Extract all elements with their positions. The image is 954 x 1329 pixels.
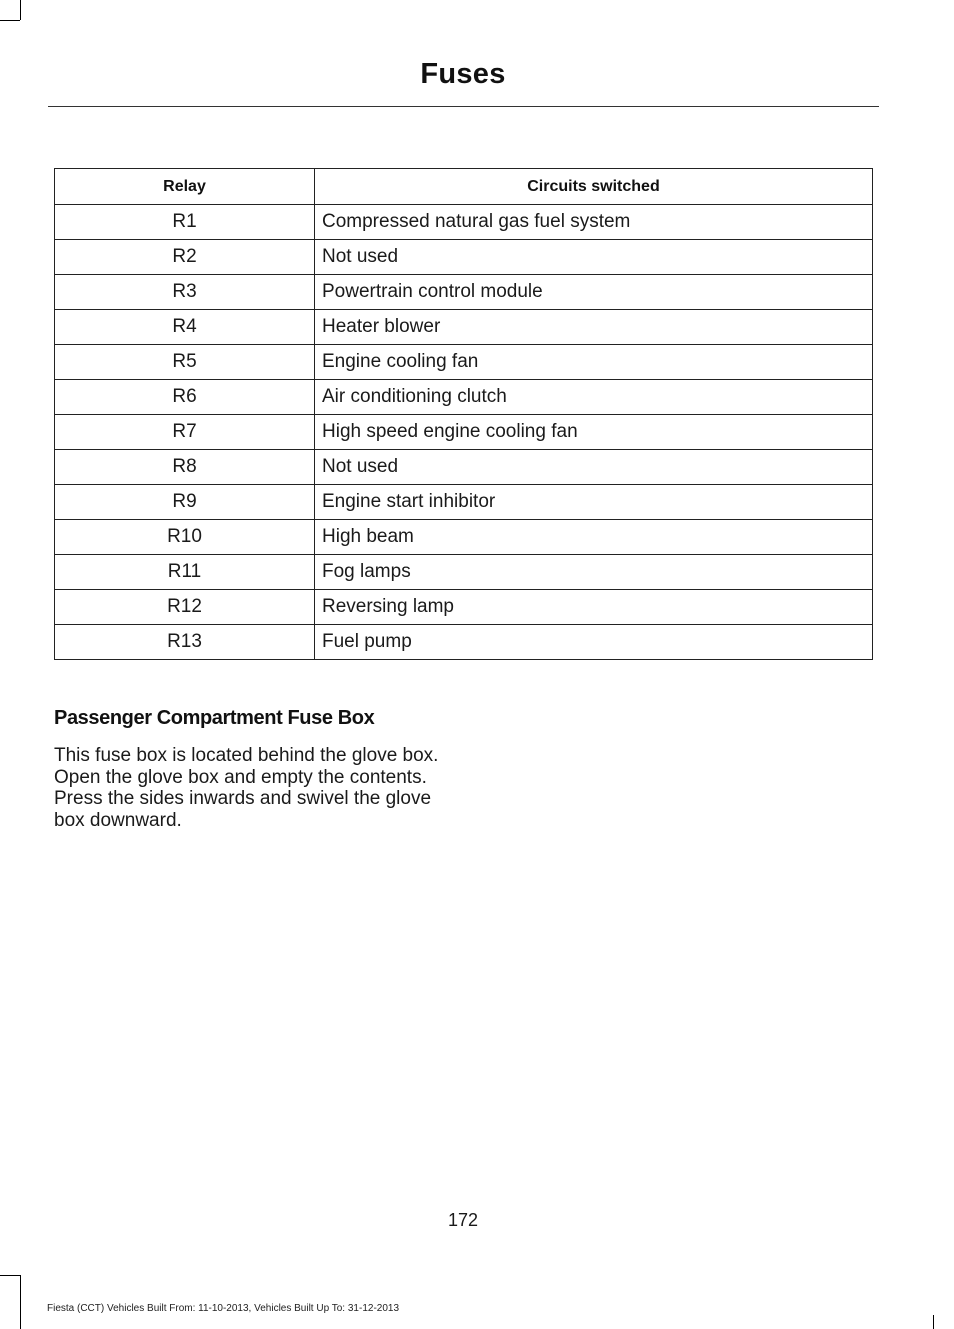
- table-row: [55, 205, 873, 240]
- table-row: [55, 415, 873, 450]
- circuit-cell: Air conditioning clutch: [315, 380, 873, 415]
- relay-cell: R4: [55, 310, 315, 345]
- crop-mark-bottom-left-vertical: [20, 1275, 21, 1329]
- relay-cell: R7: [55, 415, 315, 450]
- table-row: [55, 625, 873, 660]
- circuit-cell: Not used: [315, 240, 873, 275]
- relay-cell: R9: [55, 485, 315, 520]
- title-divider: [48, 106, 879, 107]
- table-row: [55, 450, 873, 485]
- crop-mark-top-left-vertical: [20, 0, 21, 20]
- relay-cell: R13: [55, 625, 315, 660]
- header-relay: Relay: [55, 169, 315, 205]
- header-circuits-switched: Circuits switched: [315, 169, 873, 205]
- relay-cell: R10: [55, 520, 315, 555]
- table-row: [55, 520, 873, 555]
- circuit-cell: High beam: [315, 520, 873, 555]
- circuit-cell: Heater blower: [315, 310, 873, 345]
- relay-cell: R6: [55, 380, 315, 415]
- section-body-text: This fuse box is located behind the glove box. Open the glove box and empty the contents. Press the sides inwards and swivel the glove box downward.: [54, 745, 439, 831]
- table-header-row: [55, 169, 873, 205]
- section-heading: Passenger Compartment Fuse Box: [54, 707, 375, 729]
- page-number: 172: [447, 1210, 479, 1230]
- relay-cell: R2: [55, 240, 315, 275]
- circuit-cell: Reversing lamp: [315, 590, 873, 625]
- footer-vehicle-info: Fiesta (CCT) Vehicles Built From: 11-10-2013, Vehicles Built Up To: 31-12-2013: [47, 1303, 400, 1314]
- relay-cell: R5: [55, 345, 315, 380]
- circuit-cell: Compressed natural gas fuel system: [315, 205, 873, 240]
- table-row: [55, 275, 873, 310]
- page-title: Fuses: [420, 58, 506, 90]
- circuit-cell: High speed engine cooling fan: [315, 415, 873, 450]
- relay-cell: R12: [55, 590, 315, 625]
- table-row: [55, 380, 873, 415]
- relay-cell: R8: [55, 450, 315, 485]
- table-row: [55, 240, 873, 275]
- relay-cell: R11: [55, 555, 315, 590]
- circuit-cell: Not used: [315, 450, 873, 485]
- circuit-cell: Engine cooling fan: [315, 345, 873, 380]
- relay-cell: R3: [55, 275, 315, 310]
- table-row: [55, 555, 873, 590]
- circuit-cell: Powertrain control module: [315, 275, 873, 310]
- circuit-cell: Fog lamps: [315, 555, 873, 590]
- table-row: [55, 310, 873, 345]
- table-row: [55, 485, 873, 520]
- crop-mark-bottom-right-vertical: [933, 1315, 934, 1329]
- circuit-cell: Fuel pump: [315, 625, 873, 660]
- circuit-cell: Engine start inhibitor: [315, 485, 873, 520]
- crop-mark-top-left-horizontal: [0, 20, 20, 21]
- table-row: [55, 590, 873, 625]
- crop-mark-bottom-left-horizontal: [0, 1275, 20, 1276]
- table-row: [55, 345, 873, 380]
- relay-cell: R1: [55, 205, 315, 240]
- relay-table: [54, 168, 873, 660]
- relay-table-body: [55, 205, 873, 660]
